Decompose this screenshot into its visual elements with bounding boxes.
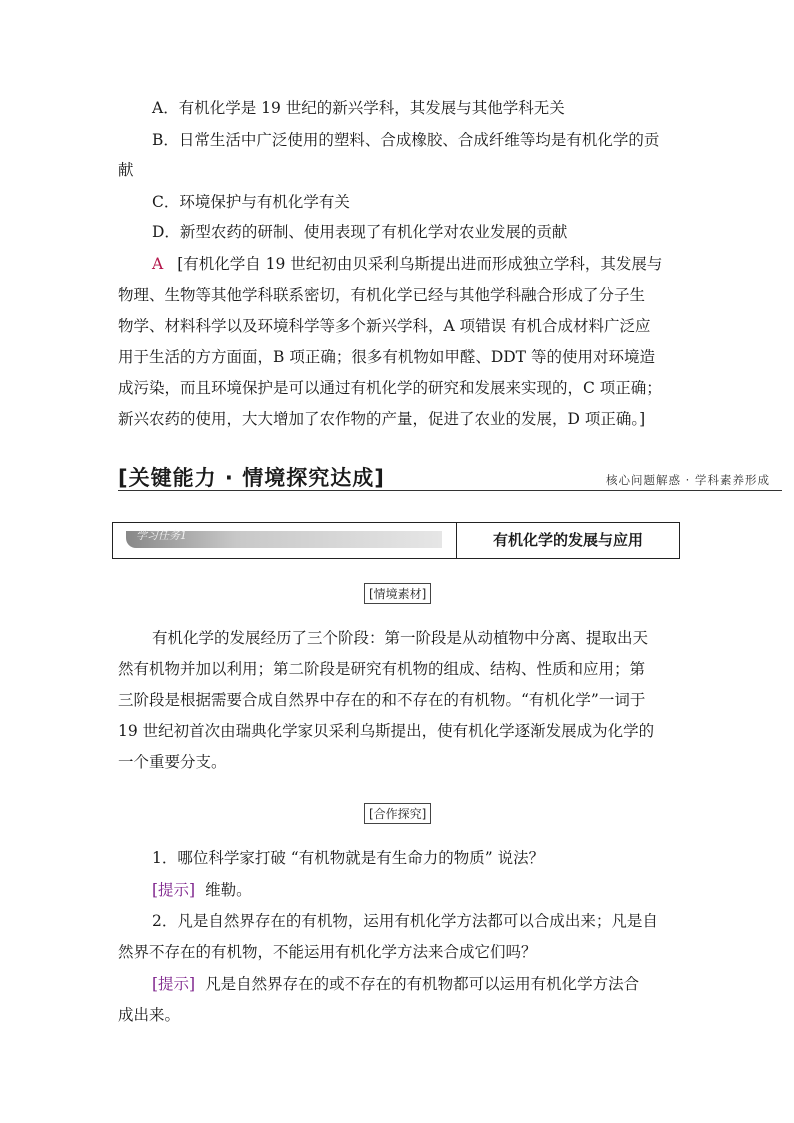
context-line-4: 19 世纪初首次由瑞典化学家贝采利乌斯提出，使有机化学逐渐发展成为化学的	[118, 722, 655, 740]
question-2-line-1: 2．凡是自然界存在的有机物，运用有机化学方法都可以合成出来；凡是自	[152, 912, 658, 930]
explore-tag: [合作探究]	[364, 803, 431, 824]
answer-2-line-2: 成出来。	[118, 1006, 181, 1024]
answer-1-text: 维勒。	[205, 881, 252, 899]
task-label: 学习任务1	[136, 529, 187, 542]
option-b-continuation: 献	[118, 161, 134, 179]
option-b: B．日常生活中广泛使用的塑料、合成橡胶、合成纤维等均是有机化学的贡	[152, 131, 660, 149]
option-d: D．新型农药的研制、使用表现了有机化学对农业发展的贡献	[152, 223, 568, 241]
section-divider	[118, 490, 782, 491]
answer-2-text: 凡是自然界存在的或不存在的有机物都可以运用有机化学方法合	[205, 975, 640, 993]
answer-line-4: 用于生活的方方面面，B 项正确；很多有机物如甲醛、DDT 等的使用对环境造	[118, 348, 655, 366]
answer-line-2: 物理、生物等其他学科联系密切，有机化学已经与其他学科融合形成了分子生	[118, 286, 646, 304]
context-tag: [情境素材]	[364, 583, 431, 604]
answer-line-5: 成污染，而且环境保护是可以通过有机化学的研究和发展来实现的，C 项正确；	[118, 379, 662, 397]
section-title: [关键能力 · 情境探究达成]	[118, 466, 385, 490]
context-line-1: 有机化学的发展经历了三个阶段：第一阶段是从动植物中分离、提取出天	[152, 629, 649, 647]
answer-letter: A	[152, 255, 164, 273]
context-line-5: 一个重要分支。	[118, 753, 227, 771]
question-1: 1．哪位科学家打破 “有机物就是有生命力的物质” 说法？	[152, 849, 545, 867]
option-c: C．环境保护与有机化学有关	[152, 193, 350, 211]
section-subtitle: 核心问题解惑 · 学科素养形成	[606, 473, 770, 487]
task-title: 有机化学的发展与应用	[492, 531, 643, 549]
option-a: A．有机化学是 19 世纪的新兴学科，其发展与其他学科无关	[152, 99, 565, 117]
question-2-line-2: 然界不存在的有机物，不能运用有机化学方法来合成它们吗？	[118, 943, 537, 961]
context-line-3: 三阶段是根据需要合成自然界中存在的和不存在的有机物。“有机化学”一词于	[118, 691, 646, 709]
answer-1	[152, 880, 252, 900]
answer-text: [有机化学自 19 世纪初由贝采利乌斯提出进而形成独立学科，其发展与	[177, 255, 663, 273]
answer-line-6: 新兴农药的使用，大大增加了农作物的产量，促进了农业的发展，D 项正确。]	[118, 410, 646, 428]
answer-2-line-1	[152, 974, 639, 994]
tip-label: [提示]	[152, 975, 196, 993]
answer-line-3: 物学、材料科学以及环境科学等多个新兴学科，A 项错误 有机合成材料广泛应	[118, 317, 651, 335]
answer-line-1	[152, 254, 662, 274]
context-line-2: 然有机物并加以利用；第二阶段是研究有机物的组成、结构、性质和应用；第	[118, 660, 646, 678]
tip-label: [提示]	[152, 881, 196, 899]
